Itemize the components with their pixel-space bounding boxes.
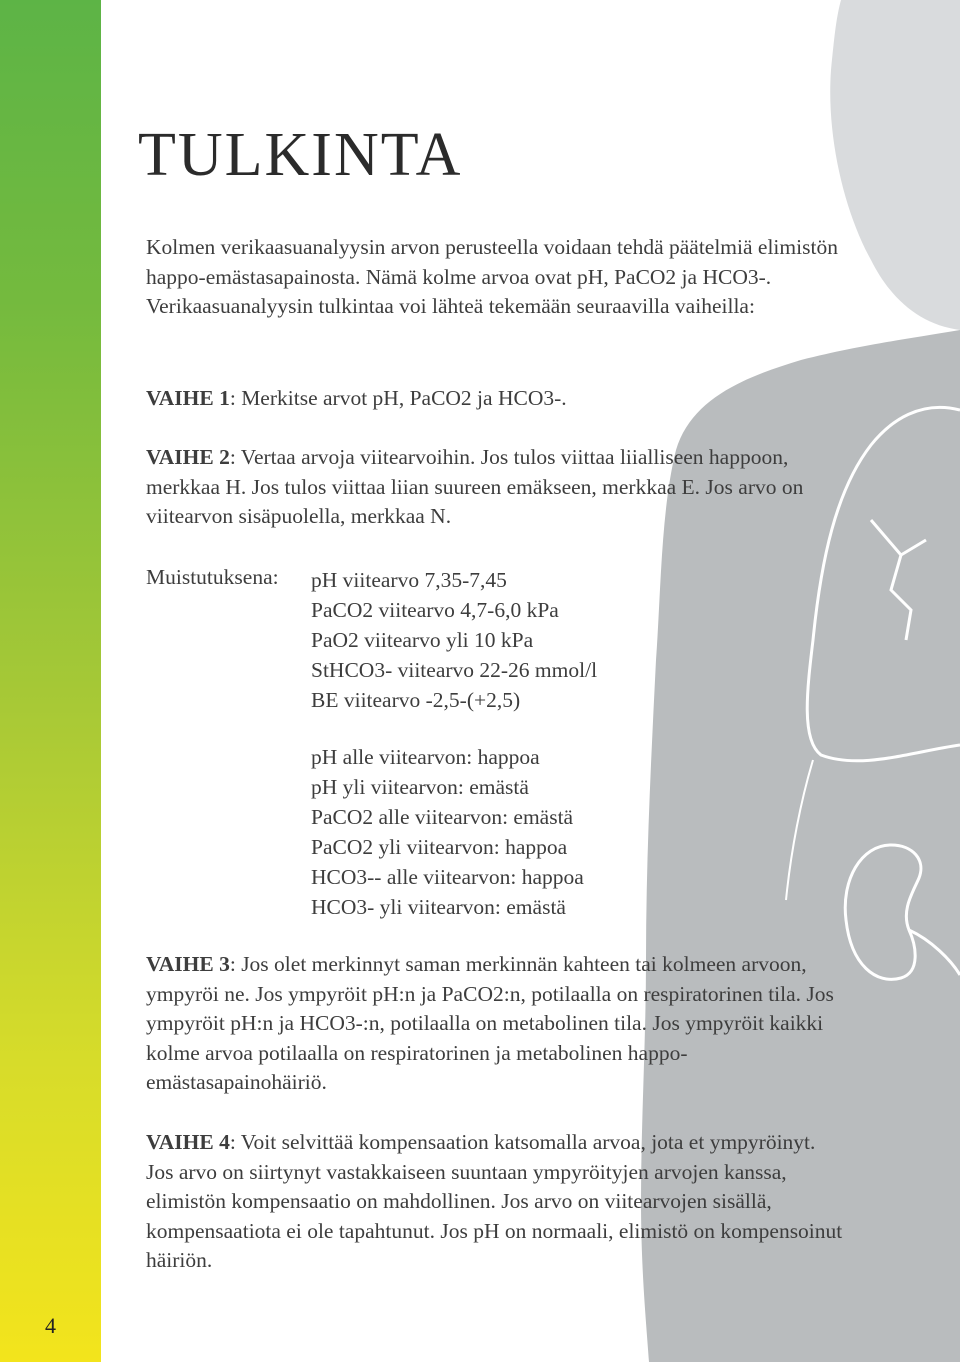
page-number: 4 [45,1313,56,1338]
step4-paragraph [146,1128,846,1276]
reference-pao2: PaO2 viitearvo yli 10 kPa [311,628,534,652]
rule-ph-low: pH alle viitearvon: happoa [311,745,540,769]
rule-hco3-low: HCO3-- alle viitearvon: happoa [311,865,584,889]
reference-values-list [311,565,597,715]
reference-sthco3: StHCO3- viitearvo 22-26 mmol/l [311,658,598,682]
step1-label: VAIHE 1 [146,386,230,410]
step3-label: VAIHE 3 [146,952,230,976]
intro-text: Kolmen verikaasuanalyysin arvon perusteella voidaan tehdä päätelmiä elimistön happo-emästasapainosta. Nämä kolme arvoa ovat pH, PaCO2 ja HCO3-. Verikaasuanalyysin tulkintaa voi lähteä tekemään seuraavilla vaiheilla: [146,235,838,319]
page-title: TULKINTA [138,121,463,189]
step4-label: VAIHE 4 [146,1130,230,1154]
step4-text: : Voit selvittää kompensaation katsomalla arvoa, jota et ympyröinyt. Jos arvo on siirtynyt vastakkaiseen suuntaan ympyröityjen arvojen kanssa, elimistön kompensaatio on mahdollinen. Jos arvo on viitearvojen sisällä, kompensaatiota ei ole tapahtunut. Jos pH on normaali, elimistö on kompensoinut häiriön. [146,1130,843,1273]
rule-hco3-high: HCO3- yli viitearvon: emästä [311,895,566,919]
color-sidebar [0,0,101,1362]
intro-paragraph [146,233,846,322]
step1-text: : Merkitse arvot pH, PaCO2 ja HCO3-. [229,386,567,410]
reference-paco2: PaCO2 viitearvo 4,7-6,0 kPa [311,598,559,622]
reference-be: BE viitearvo -2,5-(+2,5) [311,688,521,712]
step3-text: : Jos olet merkinnyt saman merkinnän kahteen tai kolmeen arvoon, ympyröi ne. Jos ympyröit pH:n ja PaCO2:n, potilaalla on respiratorinen tila. Jos ympyröit pH:n ja HCO3-:n, potilaalla on metabolinen tila. Jos ympyröit kaikki kolme arvoa potilaalla on respiratorinen ja metabolinen happo-emästasapainohäiriö. [146,952,834,1095]
rule-paco2-low: PaCO2 alle viitearvon: emästä [311,805,574,829]
step3-paragraph [146,950,846,1098]
step2-paragraph [146,443,806,532]
interpretation-rules-list [311,742,584,922]
step2-label: VAIHE 2 [146,445,230,469]
rule-paco2-high: PaCO2 yli viitearvon: happoa [311,835,568,859]
step2-text: : Vertaa arvoja viitearvoihin. Jos tulos viittaa liialliseen happoon, merkkaa H. Jos tulos viittaa liian suureen emäkseen, merkkaa E. Jos arvo on viitearvon sisäpuolella, merkkaa N. [146,445,804,529]
reference-ph: pH viitearvo 7,35-7,45 [311,568,507,592]
step1-paragraph [146,384,846,414]
reminder-label: Muistutuksena: [146,565,279,589]
rule-ph-high: pH yli viitearvon: emästä [311,775,529,799]
